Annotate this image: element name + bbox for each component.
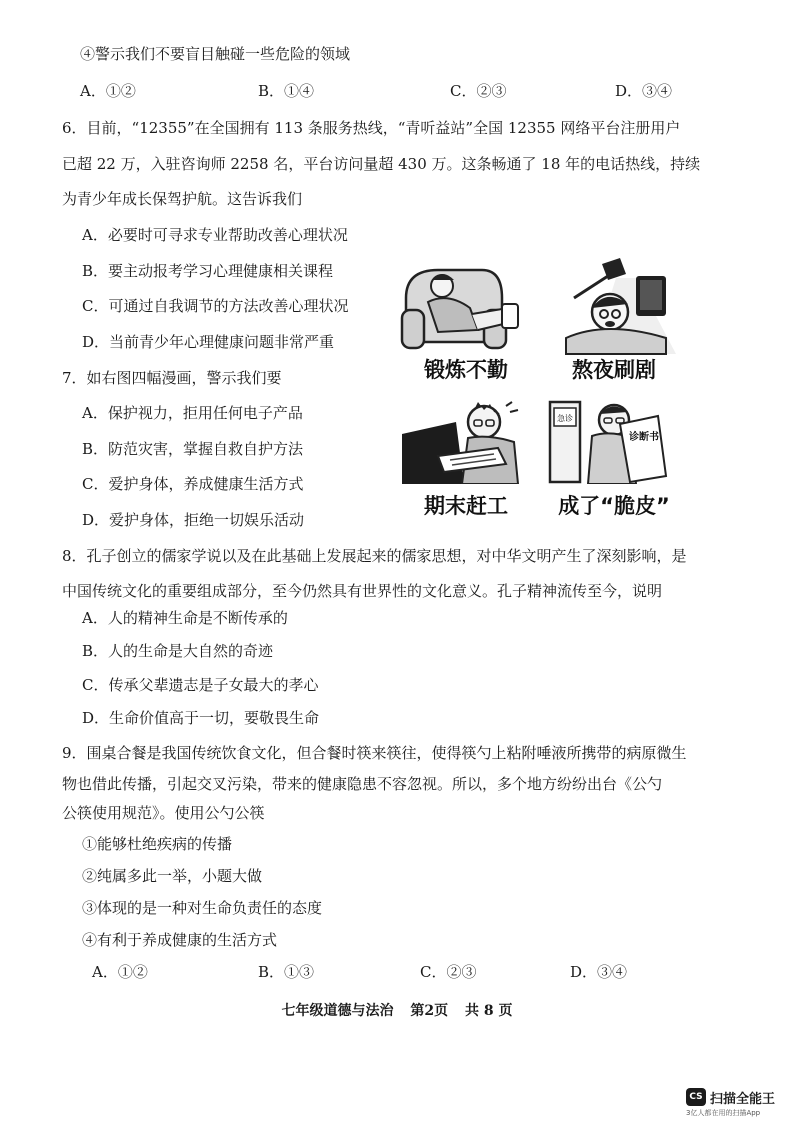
q8-stem-line-1: 8．孔子创立的儒家学说以及在此基础上发展起来的儒家思想，对中华文明产生了深刻影响，是 <box>62 547 687 565</box>
q9-statement-1: ①能够杜绝疾病的传播 <box>82 835 233 853</box>
page-footer <box>0 1000 794 1020</box>
sofa-illustration <box>398 258 534 356</box>
late-night-illustration <box>546 258 682 356</box>
comic-caption-4: 成了“脆皮” <box>558 494 670 518</box>
scanner-watermark <box>686 1086 794 1122</box>
comic-panel-cramming <box>398 394 534 519</box>
q9-stem-line-2: 物也借此传播，引起交叉污染，带来的健康隐患不容忽视。所以，多个地方纷纷出台《公勺 <box>62 775 663 793</box>
comic-caption-2: 熬夜刷剧 <box>572 358 656 382</box>
comic-caption-1: 锻炼不勤 <box>424 358 508 382</box>
q9-option-c: C．②③ <box>420 963 477 981</box>
comic-panel-exercise <box>398 258 534 383</box>
emergency-sign-text: 急诊 <box>557 414 573 423</box>
q9-statement-2: ②纯属多此一举，小题大做 <box>82 867 263 885</box>
q5-option-a: A．①② <box>80 82 136 100</box>
comic-panel-late-night <box>546 258 682 383</box>
camscanner-logo-icon: CS <box>686 1088 706 1106</box>
comic-caption-3: 期末赶工 <box>424 494 508 518</box>
cramming-illustration <box>398 394 534 484</box>
watermark-app-name: 扫描全能王 <box>710 1092 776 1107</box>
q5-option-b: B．①④ <box>258 82 315 100</box>
q6-option-d: D．当前青少年心理健康问题非常严重 <box>82 333 335 351</box>
q6-stem-line-2: 已超 22 万，入驻咨询师 2258 名，平台访问量超 430 万。这条畅通了 18 年的电话热线，持续 <box>62 155 701 173</box>
q9-statement-4: ④有利于养成健康的生活方式 <box>82 931 278 949</box>
q9-statement-3: ③体现的是一种对生命负责任的态度 <box>82 899 323 917</box>
q9-stem-line-3: 公筷使用规范》。使用公勺公筷 <box>62 804 265 822</box>
footer-subject: 七年级道德与法治 <box>281 1003 394 1019</box>
q8-option-a: A．人的精神生命是不断传承的 <box>82 609 288 627</box>
comic-panel-fragile <box>546 394 682 519</box>
diagnosis-paper-text: 诊断书 <box>629 432 659 443</box>
q8-stem-line-2: 中国传统文化的重要组成部分，至今仍然具有世界性的文化意义。孔子精神流传至今，说明 <box>62 582 663 600</box>
q5-option-d: D．③④ <box>615 82 673 100</box>
q7-option-c: C．爱护身体，养成健康生活方式 <box>82 475 304 493</box>
q9-option-b: B．①③ <box>258 963 315 981</box>
q7-option-a: A．保护视力，拒用任何电子产品 <box>82 404 303 422</box>
q7-stem: 7．如右图四幅漫画，警示我们要 <box>62 369 282 387</box>
q9-option-d: D．③④ <box>570 963 628 981</box>
q9-option-a: A．①② <box>92 963 148 981</box>
q6-stem-line-3: 为青少年成长保驾护航。这告诉我们 <box>62 190 303 208</box>
q6-stem-line-1: 6．目前，“12355”在全国拥有 113 条服务热线，“青听益站”全国 12355 网络平台注册用户 <box>62 119 681 137</box>
footer-page-number: 第2页 <box>410 1003 449 1019</box>
q7-comic <box>398 258 683 520</box>
q7-option-d: D．爱护身体，拒绝一切娱乐活动 <box>82 511 305 529</box>
q5-option-c: C．②③ <box>450 82 507 100</box>
q6-option-b: B．要主动报考学习心理健康相关课程 <box>82 262 334 280</box>
q9-stem-line-1: 9．围桌合餐是我国传统饮食文化，但合餐时筷来筷往，使得筷勺上粘附唾液所携带的病原微生 <box>62 744 687 762</box>
q8-option-d: D．生命价值高于一切，要敬畏生命 <box>82 709 320 727</box>
q6-option-a: A．必要时可寻求专业帮助改善心理状况 <box>82 226 348 244</box>
q8-option-c: C．传承父辈遗志是子女最大的孝心 <box>82 676 319 694</box>
q8-option-b: B．人的生命是大自然的奇迹 <box>82 642 274 660</box>
watermark-tagline: 3亿人都在用的扫描App <box>686 1109 761 1117</box>
fragile-illustration <box>546 394 682 484</box>
q6-option-c: C．可通过自我调节的方法改善心理状况 <box>82 297 349 315</box>
q5-statement-4: ④警示我们不要盲目触碰一些危险的领域 <box>80 45 351 63</box>
q7-option-b: B．防范灾害，掌握自救自护方法 <box>82 440 304 458</box>
footer-total-pages: 共 8 页 <box>465 1003 513 1019</box>
